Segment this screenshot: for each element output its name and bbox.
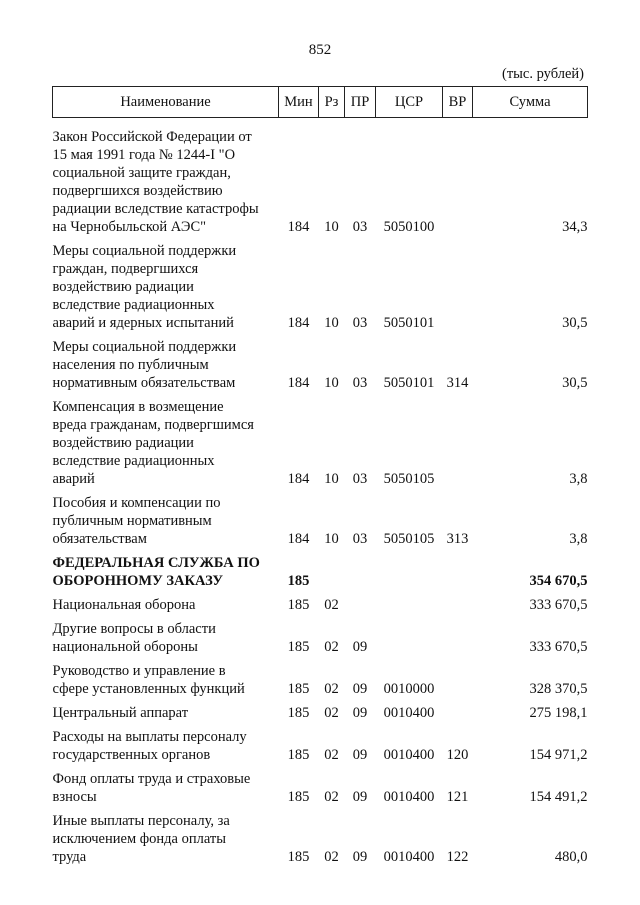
cell-vr (443, 548, 473, 590)
cell-name-line: аварий (52, 471, 95, 487)
cell-name-line: социальной защите граждан, (52, 165, 231, 181)
cell-name-line: Закон Российской Федерации от (52, 129, 252, 145)
cell-name-line: 15 мая 1991 года № 1244-I "О (52, 147, 236, 163)
table-row (53, 548, 588, 590)
cell-min: 185 (287, 789, 310, 805)
cell-name-line: Меры социальной поддержки (52, 243, 237, 259)
cell-vr: 122 (446, 849, 469, 865)
table-row (53, 722, 588, 764)
table-row (53, 118, 588, 237)
cell-vr (443, 590, 473, 614)
cell-csr: 5050105 (383, 531, 435, 547)
cell-name (53, 722, 279, 764)
cell-vr: 313 (446, 531, 469, 547)
cell-sum: 275 198,1 (529, 705, 588, 721)
cell-name-line: национальной обороны (52, 639, 198, 655)
cell-rz: 02 (324, 597, 339, 613)
cell-name (53, 806, 279, 866)
cell-name-line: воздействию радиации (52, 279, 194, 295)
cell-sum: 154 491,2 (529, 789, 588, 805)
cell-name-line: Иные выплаты персоналу, за (52, 813, 230, 829)
table-row (53, 614, 588, 656)
cell-csr: 0010400 (383, 789, 435, 805)
table-body (53, 118, 588, 867)
cell-name-line: публичным нормативным (52, 513, 212, 529)
cell-vr: 314 (446, 375, 469, 391)
cell-name (53, 488, 279, 548)
cell-name (53, 236, 279, 332)
cell-csr: 0010400 (383, 705, 435, 721)
cell-name-line: радиации вследствие катастрофы (52, 201, 259, 217)
cell-name-line: исключением фонда оплаты (52, 831, 226, 847)
cell-min: 185 (287, 573, 310, 589)
cell-csr: 0010000 (383, 681, 435, 697)
cell-pr: 09 (352, 849, 368, 865)
cell-pr: 03 (352, 315, 368, 331)
cell-name-line: Фонд оплаты труда и страховые (52, 771, 251, 787)
cell-pr: 09 (352, 789, 368, 805)
cell-name-line: нормативным обязательствам (52, 375, 236, 391)
cell-rz: 02 (324, 747, 339, 763)
cell-pr: 09 (352, 681, 368, 697)
cell-rz (319, 548, 345, 590)
cell-name-line: ФЕДЕРАЛЬНАЯ СЛУЖБА ПО (52, 555, 260, 571)
cell-name-line: вреда гражданам, подвергшимся (52, 417, 254, 433)
budget-table (52, 86, 588, 866)
cell-name (53, 698, 279, 722)
cell-name (53, 764, 279, 806)
cell-csr: 5050101 (383, 315, 435, 331)
cell-sum: 34,3 (562, 219, 588, 235)
cell-name-line: воздействию радиации (52, 435, 194, 451)
cell-min: 185 (287, 849, 310, 865)
cell-name-line: Руководство и управление в (52, 663, 226, 679)
cell-csr: 0010400 (383, 849, 435, 865)
cell-csr: 5050100 (383, 219, 435, 235)
cell-name-line: подвергшихся воздействию (52, 183, 223, 199)
cell-vr (443, 698, 473, 722)
table-row (53, 590, 588, 614)
cell-rz: 10 (324, 375, 339, 391)
cell-rz: 02 (324, 705, 339, 721)
cell-name-line: Компенсация в возмещение (52, 399, 224, 415)
cell-pr: 03 (352, 531, 368, 547)
cell-min: 184 (287, 531, 310, 547)
cell-sum: 30,5 (562, 315, 588, 331)
cell-sum: 3,8 (569, 531, 588, 547)
cell-sum: 154 971,2 (529, 747, 588, 763)
table-row (53, 764, 588, 806)
cell-csr (376, 614, 443, 656)
cell-vr (443, 236, 473, 332)
cell-vr (443, 392, 473, 488)
cell-name-line: граждан, подвергшихся (52, 261, 199, 277)
cell-csr: 0010400 (383, 747, 435, 763)
cell-name (53, 332, 279, 392)
cell-name (53, 118, 279, 237)
cell-sum: 333 670,5 (529, 597, 588, 613)
cell-vr: 121 (446, 789, 469, 805)
cell-sum: 354 670,5 (529, 573, 588, 589)
table-row (53, 332, 588, 392)
table-row (53, 392, 588, 488)
cell-name-line: обязательствам (52, 531, 147, 547)
cell-min: 185 (287, 747, 310, 763)
cell-name (53, 656, 279, 698)
cell-name-line: Меры социальной поддержки (52, 339, 237, 355)
column-header-vr: ВР (443, 87, 473, 118)
cell-pr (345, 548, 376, 590)
cell-vr (443, 656, 473, 698)
page-number: 852 (308, 42, 332, 58)
cell-vr (443, 118, 473, 237)
cell-name (53, 614, 279, 656)
units-label: (тыс. рублей) (502, 66, 584, 82)
cell-min: 184 (287, 315, 310, 331)
cell-name-line: труда (52, 849, 87, 865)
cell-name-line: вследствие радиационных (52, 297, 215, 313)
cell-sum: 30,5 (562, 375, 588, 391)
cell-sum: 480,0 (554, 849, 588, 865)
cell-rz: 10 (324, 471, 339, 487)
cell-rz: 02 (324, 681, 339, 697)
cell-pr: 03 (352, 219, 368, 235)
cell-min: 184 (287, 375, 310, 391)
cell-sum: 3,8 (569, 471, 588, 487)
table-row (53, 698, 588, 722)
cell-min: 185 (287, 597, 310, 613)
cell-rz: 02 (324, 789, 339, 805)
cell-sum: 328 370,5 (529, 681, 588, 697)
table-row (53, 806, 588, 866)
cell-rz: 02 (324, 849, 339, 865)
cell-rz: 10 (324, 219, 339, 235)
column-header-pr: ПР (345, 87, 376, 118)
cell-pr: 09 (352, 747, 368, 763)
cell-name-line: на Чернобыльской АЭС" (52, 219, 207, 235)
cell-min: 185 (287, 639, 310, 655)
table-row (53, 656, 588, 698)
cell-name-line: Пособия и компенсации по (52, 495, 221, 511)
cell-min: 184 (287, 219, 310, 235)
cell-name-line: Центральный аппарат (52, 705, 189, 721)
cell-pr: 03 (352, 471, 368, 487)
cell-vr (443, 614, 473, 656)
cell-name (53, 590, 279, 614)
column-header-min: Мин (279, 87, 319, 118)
cell-rz: 10 (324, 315, 339, 331)
cell-name-line: вследствие радиационных (52, 453, 215, 469)
cell-name-line: населения по публичным (52, 357, 209, 373)
column-header-rz: Рз (319, 87, 345, 118)
cell-csr: 5050101 (383, 375, 435, 391)
cell-name-line: сфере установленных функций (52, 681, 245, 697)
cell-name-line: взносы (52, 789, 97, 805)
cell-csr: 5050105 (383, 471, 435, 487)
cell-name-line: Национальная оборона (52, 597, 196, 613)
cell-name (53, 392, 279, 488)
cell-pr: 09 (352, 705, 368, 721)
cell-sum: 333 670,5 (529, 639, 588, 655)
table-row (53, 488, 588, 548)
table-header-row (53, 87, 588, 118)
cell-name-line: Другие вопросы в области (52, 621, 216, 637)
column-header-csr: ЦСР (376, 87, 443, 118)
cell-pr: 09 (352, 639, 368, 655)
cell-name-line: Расходы на выплаты персоналу (52, 729, 247, 745)
cell-min: 185 (287, 705, 310, 721)
cell-min: 185 (287, 681, 310, 697)
cell-rz: 10 (324, 531, 339, 547)
cell-csr (376, 590, 443, 614)
cell-name-line: аварий и ядерных испытаний (52, 315, 234, 331)
cell-rz: 02 (324, 639, 339, 655)
column-header-sum: Сумма (473, 87, 588, 118)
cell-name-line: государственных органов (52, 747, 211, 763)
cell-min: 184 (287, 471, 310, 487)
cell-pr (345, 590, 376, 614)
cell-pr: 03 (352, 375, 368, 391)
table-row (53, 236, 588, 332)
column-header-name: Наименование (53, 87, 279, 118)
cell-name (53, 548, 279, 590)
cell-name-line: ОБОРОННОМУ ЗАКАЗУ (52, 573, 224, 589)
cell-vr: 120 (446, 747, 469, 763)
cell-csr (376, 548, 443, 590)
